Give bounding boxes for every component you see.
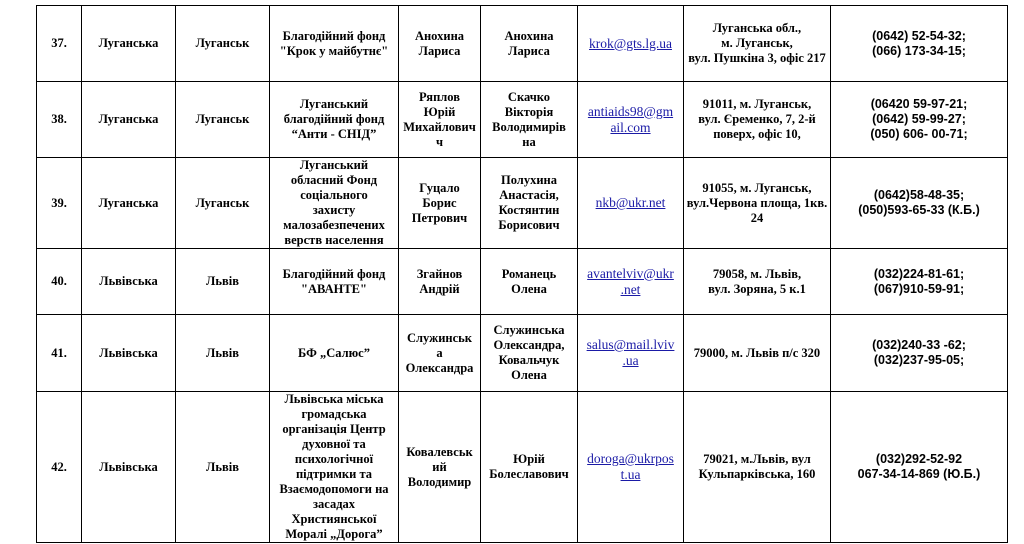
address-cell: 79021, м.Львів, вул Кульпарківська, 160 [684, 392, 831, 543]
city-cell: Львів [176, 249, 270, 315]
city-cell: Львів [176, 315, 270, 392]
email-cell [578, 82, 684, 158]
organization-cell: Благодійний фонд "АВАНТЕ" [270, 249, 399, 315]
row-number: 41. [37, 315, 82, 392]
contact-person-cell: Анохина Лариса [481, 6, 578, 82]
email-link[interactable]: antiaids98@gm ail.com [587, 103, 674, 135]
phone-cell: (0642)58-48-35; (050)593-65-33 (К.Б.) [831, 158, 1008, 249]
head-cell: Ряплов Юрій Михайлович ч [399, 82, 481, 158]
oblast-cell: Львівська [82, 392, 176, 543]
organization-cell: Луганський благодійний фонд “Анти - СНІД” [270, 82, 399, 158]
oblast-cell: Львівська [82, 315, 176, 392]
head-cell: Згайнов Андрій [399, 249, 481, 315]
oblast-cell: Львівська [82, 249, 176, 315]
head-cell: Гуцало Борис Петрович [399, 158, 481, 249]
city-cell: Львів [176, 392, 270, 543]
table-row [37, 249, 1008, 315]
email-cell [578, 158, 684, 249]
email-cell [578, 392, 684, 543]
address-cell: 91055, м. Луганськ, вул.Червона площа, 1кв. 24 [684, 158, 831, 249]
phone-cell: (032)240-33 -62; (032)237-95-05; [831, 315, 1008, 392]
row-number: 37. [37, 6, 82, 82]
contact-person-cell: Служинська Олександра, Ковальчук Олена [481, 315, 578, 392]
contact-person-cell: Романець Олена [481, 249, 578, 315]
organization-cell: Луганський обласний Фонд соціального захисту малозабезпечених верств населення [270, 158, 399, 249]
email-link[interactable]: krok@gts.lg.ua [589, 35, 672, 51]
phone-cell: (032)224-81-61; (067)910-59-91; [831, 249, 1008, 315]
contact-person-cell: Скачко Вікторія Володимирів на [481, 82, 578, 158]
city-cell: Луганськ [176, 82, 270, 158]
row-number: 40. [37, 249, 82, 315]
email-cell [578, 315, 684, 392]
head-cell: Служинськ а Олександра [399, 315, 481, 392]
head-cell: Ковалевськ ий Володимир [399, 392, 481, 543]
table-row [37, 6, 1008, 82]
address-cell: 91011, м. Луганськ, вул. Єременко, 7, 2-й поверх, офіс 10, [684, 82, 831, 158]
email-link[interactable]: salus@mail.lviv .ua [586, 337, 675, 368]
phone-cell: (0642) 52-54-32; (066) 173-34-15; [831, 6, 1008, 82]
table-row [37, 315, 1008, 392]
email-cell [578, 249, 684, 315]
phone-cell: (032)292-52-92 067-34-14-869 (Ю.Б.) [831, 392, 1008, 543]
address-cell: 79000, м. Львів п/с 320 [684, 315, 831, 392]
head-cell: Анохина Лариса [399, 6, 481, 82]
phone-cell: (06420 59-97-21; (0642) 59-99-27; (050) 606- 00-71; [831, 82, 1008, 158]
address-cell: 79058, м. Львів, вул. Зоряна, 5 к.1 [684, 249, 831, 315]
contact-person-cell: Полухина Анастасія, Костянтин Борисович [481, 158, 578, 249]
city-cell: Луганськ [176, 6, 270, 82]
oblast-cell: Луганська [82, 6, 176, 82]
row-number: 42. [37, 392, 82, 543]
table-row [37, 82, 1008, 158]
organization-cell: Благодійний фонд "Крок у майбутнє" [270, 6, 399, 82]
organization-cell: Львівська міська громадська організація Центр духовної та психологічної підтримки та Взаємодопомоги на засадах Християнської Моралі „Дорога” [270, 392, 399, 543]
table-row [37, 158, 1008, 249]
oblast-cell: Луганська [82, 158, 176, 249]
address-cell: Луганська обл., м. Луганськ, вул. Пушкіна 3, офіс 217 [684, 6, 831, 82]
email-link[interactable]: avantelviv@ukr .net [587, 265, 674, 297]
row-number: 39. [37, 158, 82, 249]
contact-person-cell: Юрій Болеславович [481, 392, 578, 543]
email-link[interactable]: doroga@ukrpos t.ua [587, 451, 674, 482]
organization-cell: БФ „Салюс” [270, 315, 399, 392]
email-link[interactable]: nkb@ukr.net [595, 195, 666, 210]
organizations-table [36, 5, 1008, 543]
oblast-cell: Луганська [82, 82, 176, 158]
city-cell: Луганськ [176, 158, 270, 249]
table-row [37, 392, 1008, 543]
email-cell [578, 6, 684, 82]
row-number: 38. [37, 82, 82, 158]
